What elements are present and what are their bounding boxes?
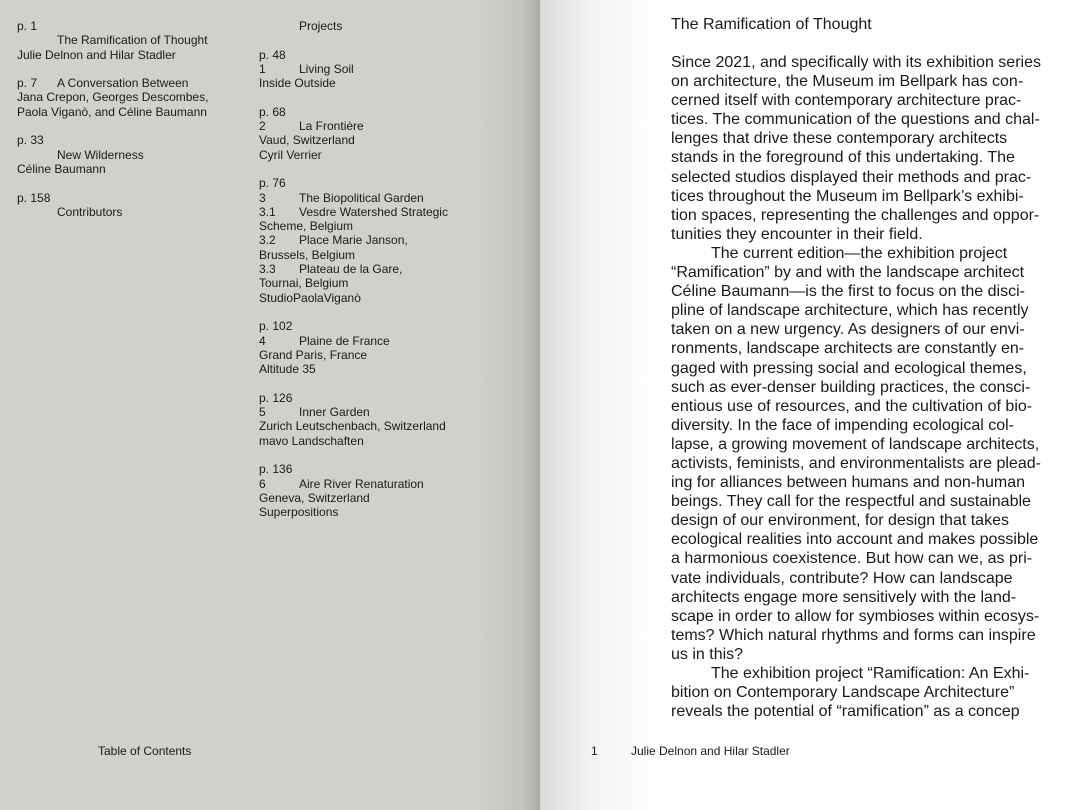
project-credit: Altitude 35 [259, 362, 316, 377]
toc-entry [17, 19, 242, 62]
toc-entry-authors: Céline Baumann [17, 161, 106, 176]
body-text-line: lenges that drive these contemporary architects [671, 130, 1008, 148]
toc-page-number: p. 102 [259, 319, 293, 334]
body-text-line: tices throughout the Museum im Bellpark’s exhibi- [671, 187, 1024, 205]
body-text-line: gaged with pressing social and ecological themes, [671, 359, 1027, 377]
body-text-line: vate individuals, contribute? How can landscape [671, 569, 1013, 587]
toc-entry-authors: Jana Crepon, Georges Descombes, [17, 90, 209, 105]
project-number: 5 [259, 405, 266, 420]
project-number: 2 [259, 119, 266, 134]
toc-column-contents [17, 19, 242, 233]
project-title-continued: Tournai, Belgium [259, 276, 349, 291]
toc-page-number: p. 1 [17, 19, 38, 33]
body-text-line: activists, feminists, and environmentalists are plead- [671, 454, 1041, 472]
body-text-line: pline of landscape architecture, which has recently [671, 302, 1029, 320]
project-number: 3.1 [259, 204, 276, 219]
body-text-line: stands in the foreground of this undertaking. The [671, 149, 1015, 167]
body-text-line: Céline Baumann—is the first to focus on the disci- [671, 283, 1025, 301]
project-number: 1 [259, 61, 266, 76]
project-title-continued: Scheme, Belgium [259, 219, 354, 234]
toc-page-number: p. 126 [259, 390, 293, 405]
body-text-line: tems? Which natural rhythms and forms can inspire [671, 626, 1036, 644]
toc-entry-authors: Julie Delnon and Hilar Stadler [17, 47, 176, 62]
body-text-line: ecological realities into account and makes possible [671, 531, 1039, 549]
article-body [671, 53, 1071, 721]
project-title: Inner Garden [299, 405, 370, 420]
project-number: 4 [259, 333, 266, 348]
project-title: Aire River Renaturation [299, 476, 424, 491]
body-text-line: tunities they encounter in their field. [671, 225, 923, 243]
body-text-line: scape in order to allow for symbioses within ecosys- [671, 607, 1040, 625]
toc-page-number: p. 136 [259, 462, 293, 477]
project-title: Place Marie Janson, [299, 233, 408, 248]
toc-page-number: p. 33 [17, 133, 44, 148]
project-title: Plateau de la Gare, [299, 262, 403, 277]
body-text-line: tion spaces, representing the challenges and oppor- [671, 206, 1040, 224]
toc-entry-authors: Paola Viganò, and Céline Baumann [17, 104, 207, 119]
body-text-line: reveals the potential of “ramification” as a concep [671, 703, 1020, 721]
project-credit: mavo Landschaften [259, 433, 364, 448]
project-location: Geneva, Switzerland [259, 490, 370, 505]
body-text-line: such as ever-denser building practices, the consci- [671, 378, 1031, 396]
body-text-line: bition on Contemporary Landscape Architecture” [671, 684, 1015, 702]
project-number: 3.2 [259, 233, 276, 248]
project-number: 6 [259, 476, 266, 491]
project-location: Zurich Leutschenbach, Switzerland [259, 419, 446, 434]
toc-footer-label: Table of Contents [98, 744, 192, 758]
toc-entry [17, 191, 242, 220]
project-location: Grand Paris, France [259, 347, 368, 362]
project-title: La Frontière [299, 119, 364, 134]
toc-entry-title: Contributors [57, 204, 123, 219]
body-text-line: us in this? [671, 645, 744, 663]
toc-entry-title: The Ramification of Thought [57, 33, 208, 48]
body-text-line: on architecture, the Museum im Bellpark has con- [671, 73, 1024, 91]
article-title: The Ramification of Thought [671, 16, 872, 33]
project-title: Plaine de France [299, 333, 390, 348]
body-text-line: cerned itself with contemporary architecture prac- [671, 92, 1022, 110]
project-location: Vaud, Switzerland [259, 133, 355, 148]
body-text-line: design of our environment, for design that takes [671, 512, 1009, 530]
toc-entry-title: A Conversation Between [57, 76, 189, 91]
body-text-line: ing for alliances between humans and non-human [671, 474, 1026, 492]
body-text-line: taken on a new urgency. As designers of our envi- [671, 321, 1025, 339]
body-text-line: Since 2021, and specifically with its exhibition series [671, 54, 1041, 71]
body-text-line: architects engage more sensitively with the land- [671, 588, 1017, 606]
project-credit: Superpositions [259, 505, 339, 520]
running-footer: Julie Delnon and Hilar Stadler [631, 744, 790, 758]
toc-page-number: p. 76 [259, 176, 286, 191]
body-text-line: beings. They call for the respectful and sustainable [671, 493, 1031, 511]
body-text-line: selected studios displayed their methods and prac- [671, 168, 1032, 186]
toc-page-number: p. 7 [17, 76, 38, 91]
toc-entry [17, 133, 242, 176]
project-title: Vesdre Watershed Strategic [299, 204, 448, 219]
project-number: 3 [259, 190, 266, 205]
body-text-line: The current edition—the exhibition project [711, 244, 1008, 262]
body-text-line: diversity. In the face of impending ecological col- [671, 416, 1014, 434]
body-text-line: tices. The communication of the questions and chal- [671, 111, 1040, 129]
body-text-line: a harmonious coexistence. But how can we, as pri- [671, 550, 1033, 568]
toc-page-number: p. 158 [17, 190, 51, 205]
project-number: 3.3 [259, 262, 276, 277]
body-text-line: entious use of resources, and the cultivation of bio- [671, 397, 1033, 415]
project-title-continued: Brussels, Belgium [259, 247, 356, 262]
body-text-line: The exhibition project “Ramification: An Exhi- [711, 665, 1030, 682]
toc-page-number: p. 68 [259, 104, 286, 119]
body-text-line: lapse, a growing movement of landscape architects, [671, 435, 1040, 453]
toc-entry [17, 76, 242, 119]
project-credit: Inside Outside [259, 76, 336, 91]
project-credit: StudioPaolaViganò [259, 290, 361, 305]
body-text-line: ronments, landscape architects are constantly en- [671, 340, 1025, 358]
body-text-line: “Ramification” by and with the landscape architect [671, 264, 1025, 282]
spine-shadow [480, 0, 540, 810]
page-number: 1 [591, 744, 598, 758]
projects-heading: Projects [299, 19, 343, 33]
right-page [540, 0, 1080, 810]
project-title: The Biopolitical Garden [299, 190, 424, 205]
project-title: Living Soil [299, 61, 354, 76]
toc-entry-title: New Wilderness [57, 147, 144, 162]
project-credit: Cyril Verrier [259, 147, 322, 162]
toc-page-number: p. 48 [259, 47, 286, 62]
